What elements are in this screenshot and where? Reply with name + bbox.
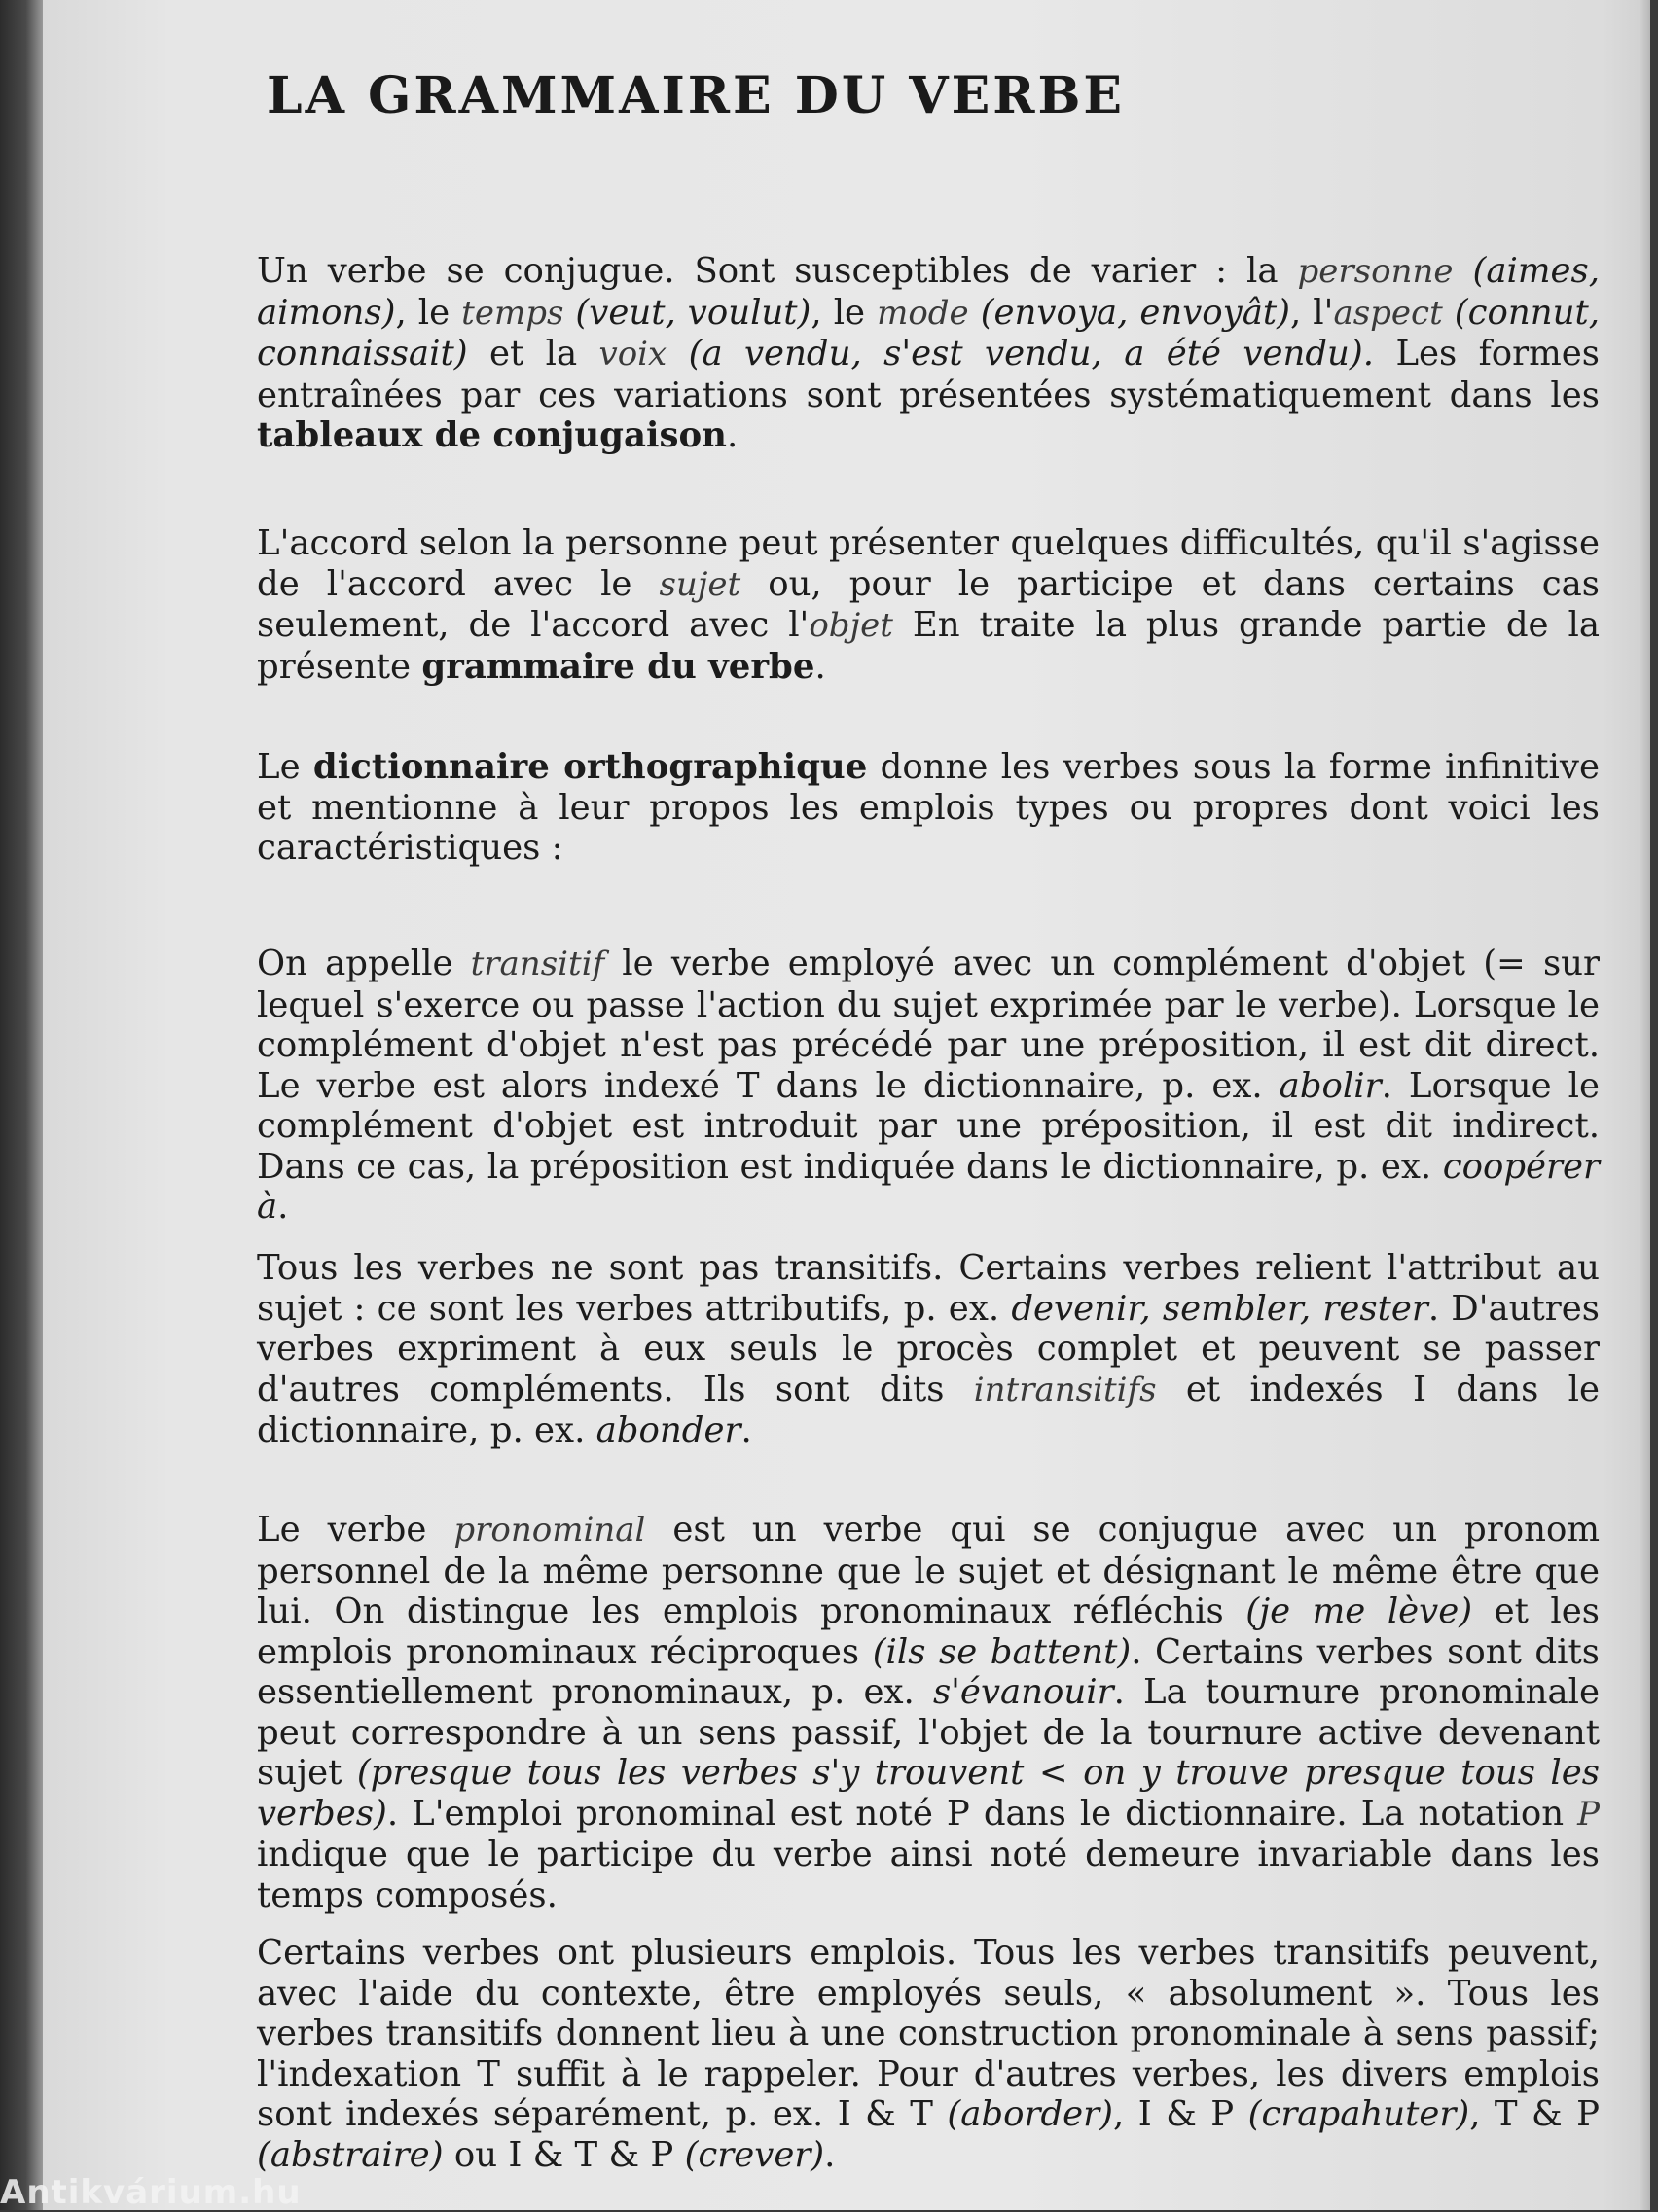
text-run: Un verbe se conjugue. Sont susceptibles de varier : la: [257, 251, 1298, 291]
paragraph-accord: [257, 523, 1600, 687]
paragraph-pronominal: [257, 1510, 1600, 1915]
text-run: donne les verbes sous la forme infinitive et mentionne à leur propos les emplois types ou propres dont voici les caractéristiques :: [257, 747, 1600, 868]
text-run: le verbe employé avec un complément d'objet (= sur lequel s'exerce ou passe l'action du sujet exprimée par le verbe). Lorsque le complément d'objet n'est pas précédé par une préposition, il est dit direct. Le verbe est alors indexé T dans le dictionnaire, p. ex.: [257, 944, 1600, 1106]
example-crever: (crever): [684, 2134, 825, 2175]
example-abonder: abonder: [595, 1410, 741, 1450]
term-transitif: transitif: [470, 945, 605, 983]
text-run: Le: [257, 747, 313, 787]
text-run: . Lorsque le complément d'objet est introduit par une préposition, il est dit indirect. Dans ce cas, la préposition est indiquée dans le dictionnaire, p. ex.: [257, 1065, 1600, 1187]
text-run: L'accord selon la personne peut présenter quelques difficultés, qu'il s'agisse de l'accord avec le: [257, 523, 1600, 604]
paragraph-intransitif: [257, 1248, 1600, 1451]
example-voix: (a vendu, s'est vendu, a été vendu).: [667, 334, 1375, 374]
bold-dictionnaire-orthographique: dictionnaire orthographique: [312, 747, 868, 787]
example-mode: (envoya, envoyât): [968, 292, 1291, 333]
text-run: , le: [811, 292, 878, 333]
example-temps: (veut, voulut): [563, 292, 811, 333]
example-abstraire: (abstraire): [257, 2134, 444, 2175]
text-run: et les emplois pronominaux réciproques: [257, 1591, 1600, 1672]
text-run: , l': [1290, 292, 1334, 333]
text-run: , I & P: [1113, 2094, 1248, 2134]
term-aspect: aspect: [1333, 293, 1443, 333]
text-run: .: [824, 2134, 836, 2175]
term-intransitifs: intransitifs: [973, 1370, 1157, 1409]
term-voix: voix: [598, 335, 667, 374]
term-temps: temps: [461, 293, 564, 333]
paragraph-emplois: [257, 1933, 1600, 2175]
paragraph-transitif: [257, 944, 1600, 1228]
term-pronominal: pronominal: [453, 1511, 646, 1550]
text-run: .: [814, 646, 826, 687]
example-aspect: (connut, connaissait): [257, 292, 1601, 374]
example-cooperer: coopérer à: [257, 1146, 1600, 1227]
example-crapahuter: (crapahuter): [1247, 2094, 1470, 2134]
text-run: . La tournure pronominale peut correspondre à un sens passif, l'objet de la tournure active devenant sujet: [257, 1672, 1600, 1793]
text-run: .: [726, 415, 739, 455]
example-passif: (presque tous les verbes s'y trouvent < on y trouve presque tous les verbes): [257, 1753, 1600, 1834]
text-run: .: [740, 1410, 752, 1450]
text-run: On appelle: [257, 944, 471, 983]
example-aborder: (aborder): [947, 2094, 1113, 2134]
term-sujet: sujet: [659, 564, 741, 604]
text-run: indique que le participe du verbe ainsi noté demeure invariable dans les temps composés.: [257, 1835, 1600, 1915]
paragraph-dictionnaire: [257, 747, 1600, 869]
text-run: et la: [467, 334, 599, 374]
text-run: . L'emploi pronominal est noté P dans le dictionnaire. La notation: [386, 1793, 1578, 1834]
text-run: et indexés I dans le dictionnaire, p. ex.: [257, 1369, 1600, 1450]
text-run: , le: [395, 292, 462, 333]
text-run: . Certains verbes sont dits essentiellement pronominaux, p. ex.: [257, 1631, 1600, 1712]
paragraph-variations: [257, 251, 1600, 456]
term-personne: personne: [1297, 252, 1454, 291]
bold-tableaux-de-conjugaison: tableaux de conjugaison: [257, 415, 727, 455]
example-abolir: abolir: [1279, 1065, 1382, 1106]
example-attributifs: devenir, sembler, rester: [1011, 1288, 1428, 1329]
watermark: Antikvárium.hu: [0, 2173, 302, 2212]
text-run: . D'autres verbes expriment à eux seuls le procès complet et peuvent se passer d'autres compléments. Ils sont dits: [257, 1288, 1600, 1409]
term-objet: objet: [809, 606, 893, 645]
example-reciproque: (ils se battent): [872, 1631, 1132, 1672]
document-page: [43, 0, 1650, 2210]
page-right-edge: [1640, 0, 1650, 2210]
text-run: Le verbe: [257, 1510, 454, 1550]
text-run: Tous les verbes ne sont pas transitifs. Certains verbes relient l'attribut au sujet : ce sont les verbes attributifs, p. ex.: [257, 1248, 1600, 1329]
example-personne: (aimes, aimons): [257, 251, 1601, 333]
text-run: ou I & T & P: [443, 2134, 685, 2175]
notation-p: P: [1577, 1794, 1600, 1834]
text-run: En traite la plus grande partie de la présente: [257, 605, 1600, 687]
text-run: , T & P: [1469, 2094, 1600, 2134]
term-mode: mode: [877, 293, 969, 333]
bold-grammaire-du-verbe: grammaire du verbe: [421, 646, 815, 687]
example-reflechi: (je me lève): [1245, 1591, 1473, 1631]
example-evanouir: s'évanouir: [932, 1672, 1114, 1712]
page-title: LA GRAMMAIRE DU VERBE: [267, 66, 1126, 125]
text-run: est un verbe qui se conjugue avec un pronom personnel de la même personne que le sujet et désignant le même être que lui. On distingue les emplois pronominaux réfléchis: [257, 1510, 1601, 1631]
text-run: Les formes entraînées par ces variations sont présentées systématiquement dans les: [257, 334, 1600, 415]
text-run: Certains verbes ont plusieurs emplois. Tous les verbes transitifs peuvent, avec l'aide du contexte, être employés seuls, « absolument ». Tous les verbes transitifs donnent lieu à une construction pronominale à sens passif; l'indexation T suffit à le rappeler. Pour d'autres verbes, les divers emplois sont indexés séparément, p. ex. I & T: [257, 1933, 1600, 2134]
book-spine-edge: [0, 0, 43, 2210]
text-run: ou, pour le participe et dans certains cas seulement, de l'accord avec l': [257, 563, 1600, 645]
text-run: .: [277, 1187, 289, 1227]
